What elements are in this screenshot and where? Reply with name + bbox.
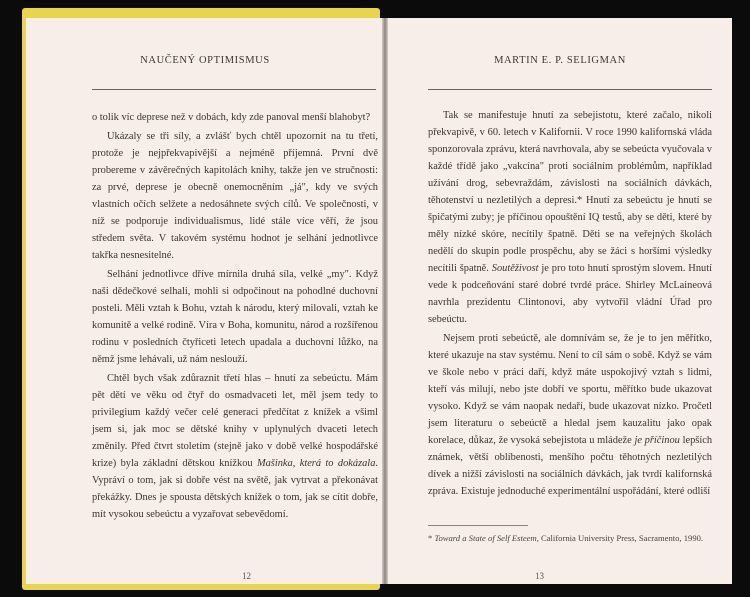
footnote-rule xyxy=(428,525,528,526)
paragraph-text: lepších známek, větší oblíbenosti, menšího počtu těhotných nezletilých dívek a nižší závislosti na sociálních dávkách, jak tvrdí kalifornská zpráva. Existuje jednoduché experimentální uspořádání, které odliší xyxy=(428,435,713,497)
footnote-marker: * xyxy=(428,533,433,543)
running-head-right: MARTIN E. P. SELIGMAN xyxy=(494,55,626,66)
paragraph xyxy=(428,107,712,328)
paragraph-text: Nejsem proti sebeúctě, ale domnívám se, že je to jen měřítko, které ukazuje na stav systému. Není to cíl sám o sobě. Když se vám ve škole nebo v práci daří, když máte uspokojivý vztah s lidmi, kteří vás milují, nebo jste dobří ve sportu, měřítko bude ukazovat vysoko. Když se vám naopak nedaří, bude ukazovat nízko. Pročetl jsem literaturu o sebeúctě a hledal jsem kauzalitu jako opak korelace, důkaz, že vysoká sebejistota u mládeže xyxy=(428,333,712,446)
running-head-left: NAUČENÝ OPTIMISMUS xyxy=(140,55,270,66)
paragraph-text: * Hnutí za sebeúctu je hnutí se špičatými zuby; je příčinou opouštění IQ testů, aby se děti, které by měly nízké skóre, necítily špatně. Děti se na veřejných školách nedělí do skupin podle prospěchu, aby se žáci s horšími výsledky necítili špatně. xyxy=(428,195,712,274)
paragraph-text: . Vypráví o tom, jak si dobře vést na světě, jak vytrvat a překonávat překážky. Dnes je spousta dětských knížek o tom, jak se cítit dobře, mít vysokou sebeúctu a vyzařovat sebevědomí. xyxy=(92,458,378,520)
header-rule-left xyxy=(92,89,376,90)
page-number-left: 12 xyxy=(242,571,251,581)
footnote-text: , California University Press, Sacramento, 1990. xyxy=(536,533,704,543)
paragraph xyxy=(428,330,712,500)
paragraph-text: Tak se manifestuje hnutí za sebejistotu, které začalo, nikoli překvapivě, v 60. letech v Kalifornii. V roce 1990 kalifornská vláda sponzorovala zprávu, která navrhovala, aby se sebeúcta vyučovala v každé třídě jako „vakcína" proti sociálním problémům, například užívání drog, sebevraždám, závislosti na sociálních dávkách, těhotenství u nezletilých a depresi. xyxy=(428,110,712,206)
paragraph: Selhání jednotlivce dříve mírnila druhá síla, velké „my". Když naši dědečkové selhali, mohli si odpočinout na pohodlné duchovní posteli. Měli vztah k Bohu, vztah k národu, který milovali, vztah ke komunitě a velké rodině. Víra v Boha, komunitu, národ a rozšířenou rodinu v posledních čtyřiceti letech upadala a duchovní lůžko, na němž jsme lehávali, už nám neslouží. xyxy=(92,269,378,365)
right-page xyxy=(388,18,732,584)
paragraph: o tolik víc deprese než v dobách, kdy zde panoval menší blahobyt? xyxy=(92,112,371,123)
book-title-italic: Mašinka, která to dokázala xyxy=(256,458,376,469)
left-body-text xyxy=(92,109,378,523)
right-body-text xyxy=(428,107,712,500)
paragraph-text: je pro toto hnutí sprostým slovem. Hnutí vede k podceňování staré dobré tvrdé práce. Shirley McLaineová navrhla prezidentu Clintonovi, aby vytvořil vládní Úřad pro sebeúctu. xyxy=(428,263,712,325)
paragraph: Ukázaly se tři síly, a zvlášť bych chtěl upozornit na tu třetí, protože je nejpřekvapivější a nejméně příjemná. První dvě probereme v závěrečných kapitolách knihy, takže jen ve stručnosti: za prvé, deprese je obecně onemocněním „já", kdy ve svých vlastních očích selžete a nedosáhnete svých cílů. Ve společnosti, v níž se podporuje individualismus, lidé stále více věří, že jsou středem světa. V takovém systému hodnot je selhání jednotlivce takřka nesnesitelné. xyxy=(92,131,378,261)
emphasis-italic: Soutěživost xyxy=(491,263,539,274)
footnote-title: Toward a State of Self Esteem xyxy=(434,533,537,543)
emphasis-italic: je příčinou xyxy=(634,435,680,446)
footnote xyxy=(428,532,712,544)
header-rule-right xyxy=(428,89,712,90)
paragraph-text: Chtěl bych však zdůraznit třetí hlas – hnutí za sebeúctu. Mám pět dětí ve věku od čtyř do osmadvaceti let, měl jsem tedy to privilegium každý večer celé generaci předčítat z knížek a všiml jsem si, jak moc se dětské knihy v uplynulých dvaceti letech změnily. Před čtvrt stoletím (stejně jako v době velké hospodářské krize) byla základní dětskou knížkou xyxy=(92,373,378,469)
paragraph xyxy=(92,370,378,523)
page-number-right: 13 xyxy=(535,571,544,581)
left-page xyxy=(26,18,384,584)
